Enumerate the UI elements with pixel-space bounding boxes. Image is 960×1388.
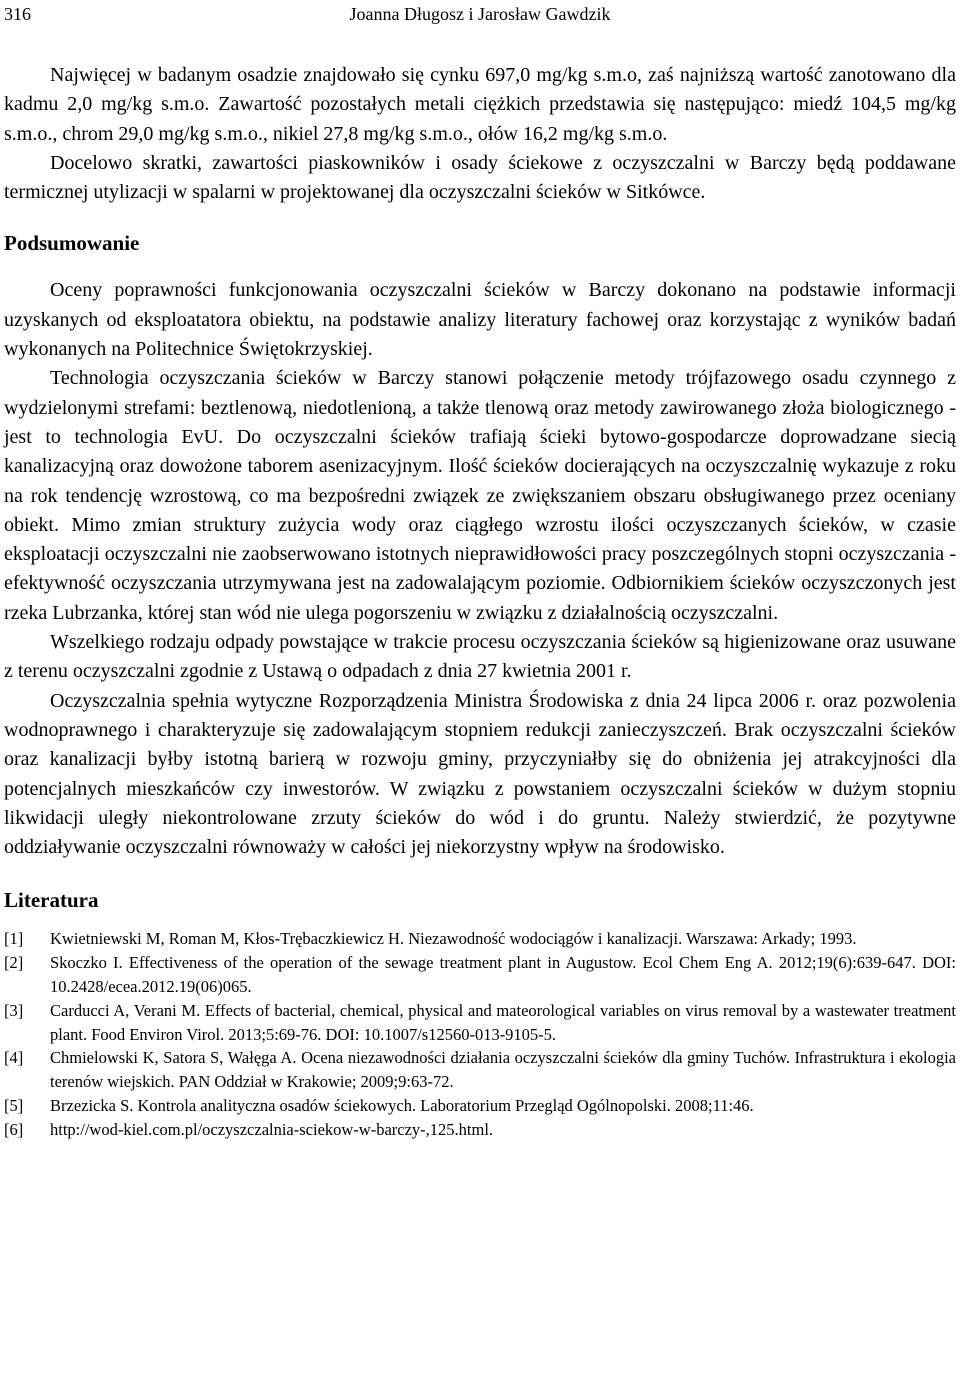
reference-number: [5] xyxy=(4,1096,24,1115)
section-title-summary: Podsumowanie xyxy=(4,231,140,256)
running-head: Joanna Długosz i Jarosław Gawdzik xyxy=(349,4,611,24)
reference-number: [3] xyxy=(4,1000,24,1020)
reference-number: [1] xyxy=(4,929,24,949)
reference-text: http://wod-kiel.com.pl/oczyszczalnia-sciekow-w-barczy-,125.html. xyxy=(50,1119,494,1139)
paragraph-heavy-metals: Najwięcej w badanym osadzie znajdowało się cynku 697,0 mg/kg s.m.o, zaś najniższą wartość zanotowano dla kadmu 2,0 mg/kg s.m.o. Zawartość pozostałych metali ciężkich przedstawia się następująco: miedź 104,5 mg/kg s.m.o., chrom 29,0 mg/kg s.m.o., nikiel 27,8 mg/kg s.m.o., ołów 16,2 mg/kg s.m.o. xyxy=(4,64,956,145)
reference-item xyxy=(4,1046,956,1094)
reference-number: [6] xyxy=(4,1119,24,1139)
reference-number: [4] xyxy=(4,1048,24,1068)
reference-text: Kwietniewski M, Roman M, Kłos-Trębaczkiewicz H. Niezawodność wodociągów i kanalizacji. Warszawa: Arkady; 1993. xyxy=(50,929,857,949)
summary-paragraph: Technologia oczyszczania ścieków w Barczy stanowi połączenie metody trójfazowego osadu czynnego z wydzielonymi strefami: beztlenową, niedotlenioną, a także tlenową oraz metody zawirowanego złoża biologicznego - jest to technologia EvU. Do oczyszczalni ścieków trafiają ścieki bytowo-gospodarcze doprowadzane siecią kanalizacyjną oraz dowożone taborem asenizacyjnym. Ilość ścieków docierających na oczyszczalnię wykazuje z roku na rok tendencję wzrostową, co ma bezpośredni związek ze zwiększaniem obszaru obsługiwanego przez oceniany obiekt. Mimo zmian struktury zużycia wody oraz ciągłego wzrostu ilości oczyszczanych ścieków, w czasie eksploatacji oczyszczalni nie zaobserwowano istotnych nieprawidłowości pracy poszczególnych stopni oczyszczania - efektywność oczyszczania utrzymywana jest na zadowalającym poziomie. Odbiornikiem ścieków oczyszczonych jest rzeka Lubrzanka, której stan wód nie ulega pogorszeniu w związku z działalnością oczyszczalni. xyxy=(4,367,956,624)
reference-text: Chmielowski K, Satora S, Wałęga A. Ocena niezawodności działania oczyszczalni ścieków dla gminy Tuchów. Infrastruktura i ekologia terenów wiejskich. PAN Oddział w Krakowie; 2009;9:63-72. xyxy=(50,1048,956,1092)
page-number: 316 xyxy=(4,4,31,24)
reference-item xyxy=(4,999,956,1047)
reference-item xyxy=(4,1094,956,1118)
summary-paragraph: Wszelkiego rodzaju odpady powstające w trakcie procesu oczyszczania ścieków są higienizowane oraz usuwane z terenu oczyszczalni zgodnie z Ustawą o odpadach z dnia 27 kwietnia 2001 r. xyxy=(4,631,956,683)
summary-paragraph: Oczyszczalnia spełnia wytyczne Rozporządzenia Ministra Środowiska z dnia 24 lipca 2006 r. oraz pozwolenia wodnoprawnego i charakteryzuje się zadowalającym stopniem redukcji zanieczyszczeń. Brak oczyszczalni ścieków oraz kanalizacji byłby istotną barierą w rozwoju gminy, przyczyniałby się do obniżenia jej atrakcyjności dla potencjalnych mieszkańców czy inwestorów. W związku z powstaniem oczyszczalni ścieków w dużym stopniu likwidacji uległy niekontrolowane zrzuty ścieków do wód i do gruntu. Należy stwierdzić, że pozytywne oddziaływanie oczyszczalni równoważy w całości jej niekorzystny wpływ na środowisko. xyxy=(4,689,956,859)
reference-list xyxy=(4,927,956,1141)
body-text xyxy=(4,61,956,1142)
reference-item xyxy=(4,927,956,951)
reference-item xyxy=(4,951,956,999)
reference-text: Skoczko I. Effectiveness of the operation of the sewage treatment plant in Augustow. Ecol Chem Eng A. 2012;19(6):639-647. DOI: 10.2428/ecea.2012.19(06)065. xyxy=(50,953,956,997)
reference-item xyxy=(4,1118,956,1142)
reference-text: Carducci A, Verani M. Effects of bacterial, chemical, physical and mateorological variables on virus removal by a wastewater treatment plant. Food Environ Virol. 2013;5:69-76. DOI: 10.1007/s12560-013-9105-5. xyxy=(50,1000,956,1044)
page-header xyxy=(4,2,956,26)
reference-number: [2] xyxy=(4,953,24,973)
summary-paragraph: Oceny poprawności funkcjonowania oczyszczalni ścieków w Barczy dokonano na podstawie informacji uzyskanych od eksploatatora obiektu, na podstawie analizy literatury fachowej oraz korzystając z wyników badań wykonanych na Politechnice Świętokrzyskiej. xyxy=(4,279,956,361)
section-title-references: Literatura xyxy=(4,888,99,913)
reference-text: Brzezicka S. Kontrola analityczna osadów ściekowych. Laboratorium Przegląd Ogólnopolski. 2008;11:46. xyxy=(50,1096,754,1115)
paragraph-sludge-utilization: Docelowo skratki, zawartości piaskowników i osady ściekowe z oczyszczalni w Barczy będą poddawane termicznej utylizacji w spalarni w projektowanej dla oczyszczalni ścieków w Sitkówce. xyxy=(4,151,956,204)
